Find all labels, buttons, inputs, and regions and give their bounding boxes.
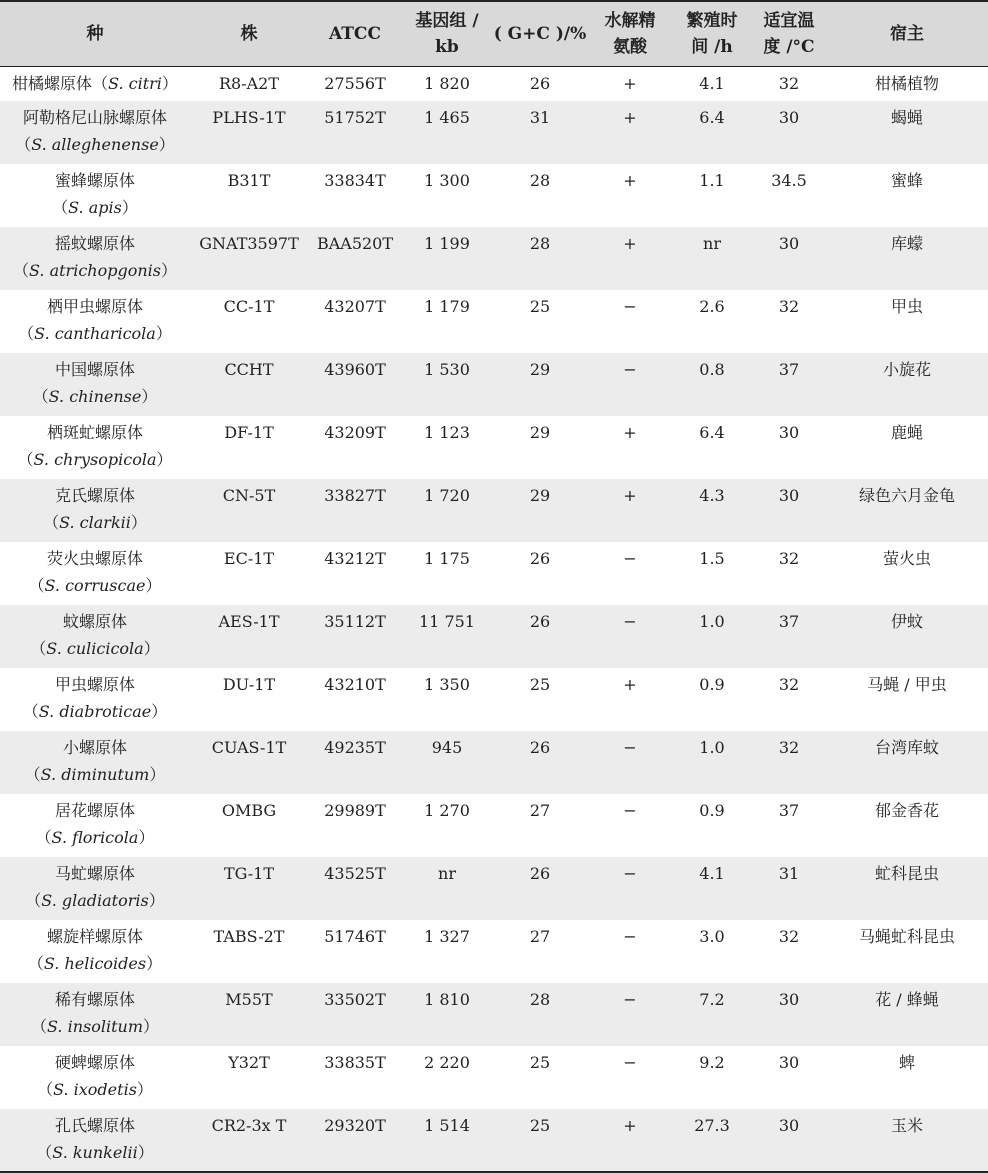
species-latin-name: S. culicicola [46, 639, 144, 658]
species-latin-name: S. ixodetis [53, 1080, 137, 1099]
strain-cell: CUAS-1T [211, 738, 287, 757]
arginine-hydrolysis-cell: − [623, 864, 637, 883]
generation-time-cell: 0.9 [699, 675, 725, 694]
genome-cell: 1 179 [424, 297, 470, 316]
paren-close: ） [156, 450, 173, 469]
temperature-cell: 30 [778, 423, 800, 442]
arginine-hydrolysis-cell: + [623, 675, 637, 694]
strain-cell: Y32T [228, 1053, 270, 1072]
strain-cell: AES-1T [218, 612, 280, 631]
temperature-cell: 30 [778, 108, 800, 127]
atcc-cell: 33502T [324, 990, 386, 1009]
temperature-cell: 32 [778, 738, 800, 757]
genome-cell: 1 350 [424, 675, 470, 694]
table-row [0, 857, 988, 920]
host-cell: 甲虫 [890, 297, 923, 316]
table-row [0, 668, 988, 731]
species-chinese-name: 孔氏螺原体 [54, 1116, 135, 1135]
species-cell [0, 605, 190, 668]
arginine-hydrolysis-cell: + [623, 171, 637, 190]
arginine-hydrolysis-cell: − [623, 927, 637, 946]
gc-content-cell: 28 [529, 234, 551, 253]
strain-cell: TABS-2T [213, 927, 285, 946]
generation-time-cell: 7.2 [699, 990, 725, 1009]
arginine-hydrolysis-cell: − [623, 1053, 637, 1072]
strain-cell: GNAT3597T [199, 234, 299, 253]
species-chinese-name: 中国螺原体 [54, 360, 135, 379]
arginine-hydrolysis-cell: + [623, 234, 637, 253]
species-latin-name: S. floricola [51, 828, 139, 847]
paren-open: （ [24, 765, 41, 784]
atcc-cell: 33827T [324, 486, 386, 505]
species-latin-name: S. apis [68, 198, 122, 217]
species-latin-name: S. helicoides [43, 954, 147, 973]
atcc-cell: 43207T [324, 297, 386, 316]
temperature-cell: 34.5 [771, 171, 807, 190]
generation-time-cell: 1.1 [699, 171, 725, 190]
header-row [0, 1, 988, 66]
genome-cell: 1 327 [424, 927, 470, 946]
species-cell [0, 542, 190, 605]
generation-time-cell: 1.0 [699, 738, 725, 757]
species-chinese-name: 螺旋样螺原体 [46, 927, 143, 946]
table-row [0, 479, 988, 542]
table-body [0, 66, 988, 1172]
header-temperature: 适宜温 度 /°C [752, 1, 826, 66]
temperature-cell: 32 [778, 675, 800, 694]
table-row [0, 794, 988, 857]
generation-time-cell: 4.1 [699, 73, 725, 93]
table-row [0, 542, 988, 605]
species-latin-name: S. diminutum [40, 765, 150, 784]
species-latin-name: S. cantharicola [34, 324, 156, 343]
paren-close: ） [136, 1080, 153, 1099]
arginine-hydrolysis-cell: + [623, 486, 637, 505]
host-cell: 小旋花 [882, 360, 931, 379]
generation-time-cell: 3.0 [699, 927, 725, 946]
species-cell [0, 983, 190, 1046]
temperature-cell: 32 [778, 549, 800, 568]
paren-open: （ [25, 891, 42, 910]
host-cell: 马蝇 / 甲虫 [867, 675, 947, 694]
temperature-cell: 30 [778, 486, 800, 505]
arginine-hydrolysis-cell: − [623, 360, 637, 379]
paren-close: ） [137, 1143, 154, 1162]
genome-cell: 2 220 [424, 1053, 470, 1072]
paren-open: （ [13, 261, 30, 280]
generation-time-cell: 6.4 [699, 423, 725, 442]
arginine-hydrolysis-cell: − [623, 801, 637, 820]
atcc-cell: 35112T [324, 612, 386, 631]
paren-close: ） [142, 1017, 159, 1036]
species-cell [0, 290, 190, 353]
genome-cell: 1 199 [424, 234, 470, 253]
paren-open: （ [92, 73, 109, 93]
host-cell: 库蠓 [890, 234, 923, 253]
species-chinese-name: 甲虫螺原体 [54, 675, 135, 694]
arginine-hydrolysis-cell: − [623, 612, 637, 631]
gc-content-cell: 29 [529, 423, 551, 442]
species-chinese-name: 栖斑虻螺原体 [46, 423, 143, 442]
temperature-cell: 30 [778, 234, 800, 253]
strain-cell: PLHS-1T [212, 108, 286, 127]
table-row [0, 164, 988, 227]
atcc-cell: 51752T [324, 108, 386, 127]
paren-close: ） [130, 513, 147, 532]
generation-time-cell: 4.1 [699, 864, 725, 883]
species-latin-name: S. atrichopgonis [29, 261, 161, 280]
genome-cell: 1 514 [402, 1109, 492, 1172]
species-latin-name: S. corruscae [44, 576, 146, 595]
atcc-cell: 33834T [324, 171, 386, 190]
paren-open: （ [43, 513, 60, 532]
atcc-cell: 43960T [324, 360, 386, 379]
temperature-cell: 31 [778, 864, 800, 883]
generation-time-cell: nr [703, 234, 721, 253]
paren-open: （ [31, 1017, 48, 1036]
host-cell: 鹿蝇 [890, 423, 923, 442]
genome-cell: 1 123 [424, 423, 470, 442]
table-row [0, 1109, 988, 1172]
genome-cell: 1 300 [424, 171, 470, 190]
gc-content-cell: 28 [529, 171, 551, 190]
temperature-cell: 32 [778, 927, 800, 946]
paren-close: ） [149, 765, 166, 784]
atcc-cell: 29989T [324, 801, 386, 820]
species-cell [0, 920, 190, 983]
gc-content-cell: 31 [529, 108, 551, 127]
generation-time-cell: 0.8 [699, 360, 725, 379]
arginine-hydrolysis-cell: + [623, 108, 637, 127]
paren-close: ） [141, 387, 158, 406]
paren-open: （ [18, 324, 35, 343]
gc-content-cell: 25 [492, 1109, 588, 1172]
table-header [0, 1, 988, 66]
table-row [0, 416, 988, 479]
species-latin-name: S. alleghenense [31, 135, 159, 154]
species-latin-name: S. gladiatoris [41, 891, 149, 910]
atcc-cell: 49235T [324, 738, 386, 757]
header-arginine: 水解精 氨酸 [588, 1, 672, 66]
paren-close: ） [145, 576, 162, 595]
species-cell [0, 66, 190, 101]
genome-cell: nr [438, 864, 456, 883]
atcc-cell: 27556T [324, 73, 386, 93]
paren-close: ） [138, 828, 155, 847]
generation-time-cell: 4.3 [699, 486, 725, 505]
species-cell [0, 479, 190, 542]
paren-open: （ [30, 639, 47, 658]
host-cell: 柑橘植物 [874, 73, 939, 93]
paren-open: （ [52, 198, 69, 217]
strain-cell: TG-1T [223, 864, 274, 883]
paren-close: ） [146, 954, 163, 973]
species-cell [0, 1046, 190, 1109]
species-cell [0, 857, 190, 920]
generation-time-cell: 27.3 [672, 1109, 752, 1172]
species-latin-name: S. clarkii [59, 513, 131, 532]
generation-time-cell: 2.6 [699, 297, 725, 316]
genome-cell: 1 175 [424, 549, 470, 568]
species-chinese-name: 马虻螺原体 [54, 864, 135, 883]
gc-content-cell: 26 [529, 612, 551, 631]
species-cell [0, 731, 190, 794]
header-atcc: ATCC [308, 1, 402, 66]
temperature-cell: 32 [778, 73, 800, 93]
host-cell: 台湾库蚊 [874, 738, 939, 757]
paren-open: （ [15, 135, 32, 154]
species-chinese-name: 柑橘螺原体 [12, 73, 93, 93]
strain-cell: R8-A2T [218, 73, 280, 93]
arginine-hydrolysis-cell: − [623, 990, 637, 1009]
species-chinese-name: 摇蚊螺原体 [54, 234, 135, 253]
strain-cell: CN-5T [222, 486, 276, 505]
table-row [0, 605, 988, 668]
species-cell [0, 164, 190, 227]
species-chinese-name: 阿勒格尼山脉螺原体 [22, 108, 167, 127]
strain-cell: CCHT [224, 360, 274, 379]
host-cell: 蜜蜂 [890, 171, 923, 190]
species-chinese-name: 克氏螺原体 [54, 486, 135, 505]
host-cell: 伊蚊 [890, 612, 923, 631]
host-cell: 绿色六月金龟 [858, 486, 955, 505]
atcc-cell: 43525T [324, 864, 386, 883]
table-row [0, 1046, 988, 1109]
paren-open: （ [36, 1143, 53, 1162]
generation-time-cell: 1.5 [699, 549, 725, 568]
gc-content-cell: 26 [529, 864, 551, 883]
header-species: 种 [0, 1, 190, 66]
paren-open: （ [17, 450, 34, 469]
genome-cell: 11 751 [419, 612, 475, 631]
generation-time-cell: 0.9 [699, 801, 725, 820]
strain-cell: B31T [227, 171, 271, 190]
gc-content-cell: 28 [529, 990, 551, 1009]
temperature-cell: 30 [778, 1053, 800, 1072]
strain-cell: EC-1T [223, 549, 275, 568]
gc-content-cell: 27 [529, 927, 551, 946]
species-latin-name: S. kunkelii [52, 1143, 138, 1162]
gc-content-cell: 25 [529, 1053, 551, 1072]
paren-close: ） [160, 261, 177, 280]
species-chinese-name: 硬蜱螺原体 [54, 1053, 135, 1072]
temperature-cell: 30 [752, 1109, 826, 1172]
temperature-cell: 37 [778, 801, 800, 820]
strain-cell: CC-1T [223, 297, 275, 316]
paren-close: ） [151, 702, 168, 721]
genome-cell: 1 270 [424, 801, 470, 820]
strain-cell: DU-1T [222, 675, 276, 694]
table-row [0, 731, 988, 794]
strain-cell: OMBG [221, 801, 277, 820]
species-cell [0, 668, 190, 731]
arginine-hydrolysis-cell: − [623, 549, 637, 568]
gc-content-cell: 25 [529, 297, 551, 316]
header-generation-time: 繁殖时 间 /h [672, 1, 752, 66]
atcc-cell: 29320T [308, 1109, 402, 1172]
genome-cell: 1 530 [424, 360, 470, 379]
arginine-hydrolysis-cell: − [623, 297, 637, 316]
strain-cell: M55T [225, 990, 273, 1009]
arginine-hydrolysis-cell: + [623, 423, 637, 442]
gc-content-cell: 27 [529, 801, 551, 820]
gc-content-cell: 26 [529, 549, 551, 568]
temperature-cell: 37 [778, 612, 800, 631]
table-row [0, 920, 988, 983]
table-row [0, 983, 988, 1046]
species-chinese-name: 蜜蜂螺原体 [54, 171, 135, 190]
host-cell: 马蝇虻科昆虫 [858, 927, 955, 946]
table-row [0, 227, 988, 290]
header-strain: 株 [190, 1, 308, 66]
species-latin-name: S. citri [108, 73, 162, 93]
host-cell: 虻科昆虫 [874, 864, 939, 883]
temperature-cell: 32 [778, 297, 800, 316]
species-latin-name: S. insolitum [47, 1017, 143, 1036]
strain-cell: DF-1T [224, 423, 274, 442]
genome-cell: 1 465 [424, 108, 470, 127]
species-cell [0, 416, 190, 479]
species-chinese-name: 荧火虫螺原体 [46, 549, 143, 568]
species-cell [0, 794, 190, 857]
atcc-cell: 43210T [324, 675, 386, 694]
host-cell: 郁金香花 [874, 801, 939, 820]
strain-cell: CR2-3x T [190, 1109, 308, 1172]
species-chinese-name: 小螺原体 [62, 738, 127, 757]
atcc-cell: BAA520T [316, 234, 394, 253]
temperature-cell: 30 [778, 990, 800, 1009]
paren-close: ） [121, 198, 138, 217]
arginine-hydrolysis-cell: − [623, 738, 637, 757]
paren-close: ） [148, 891, 165, 910]
genome-cell: 1 720 [424, 486, 470, 505]
paren-open: （ [28, 576, 45, 595]
species-cell [0, 1109, 190, 1172]
host-cell: 蜱 [898, 1053, 915, 1072]
host-cell: 花 / 蜂蝇 [875, 990, 939, 1009]
species-chinese-name: 蚊螺原体 [62, 612, 127, 631]
paren-open: （ [22, 702, 39, 721]
arginine-hydrolysis-cell: + [623, 73, 637, 93]
paren-open: （ [27, 954, 44, 973]
header-gc: ( G+C )/% [492, 1, 588, 66]
table-row [0, 101, 988, 164]
species-cell [0, 101, 190, 164]
paren-close: ） [161, 73, 178, 93]
generation-time-cell: 6.4 [699, 108, 725, 127]
header-host: 宿主 [826, 1, 988, 66]
host-cell: 蝎蝇 [890, 108, 923, 127]
genome-cell: 1 820 [424, 73, 470, 93]
atcc-cell: 51746T [324, 927, 386, 946]
genome-cell: 945 [431, 738, 463, 757]
table-row [0, 290, 988, 353]
atcc-cell: 33835T [324, 1053, 386, 1072]
host-cell: 玉米 [826, 1109, 988, 1172]
species-cell [0, 227, 190, 290]
species-chinese-name: 稀有螺原体 [54, 990, 135, 1009]
species-latin-name: S. diabroticae [38, 702, 152, 721]
generation-time-cell: 1.0 [699, 612, 725, 631]
paren-close: ） [143, 639, 160, 658]
paren-open: （ [32, 387, 49, 406]
paren-close: ） [158, 135, 175, 154]
species-latin-name: S. chrysopicola [33, 450, 157, 469]
paren-open: （ [37, 1080, 54, 1099]
species-latin-name: S. chinense [48, 387, 142, 406]
gc-content-cell: 26 [529, 73, 551, 93]
header-genome: 基因组 / kb [402, 1, 492, 66]
table-row [0, 353, 988, 416]
atcc-cell: 43209T [324, 423, 386, 442]
temperature-cell: 37 [778, 360, 800, 379]
gc-content-cell: 29 [529, 486, 551, 505]
gc-content-cell: 29 [529, 360, 551, 379]
genome-cell: 1 810 [424, 990, 470, 1009]
host-cell: 萤火虫 [882, 549, 931, 568]
atcc-cell: 43212T [324, 549, 386, 568]
species-chinese-name: 栖甲虫螺原体 [46, 297, 143, 316]
species-cell [0, 353, 190, 416]
paren-open: （ [35, 828, 52, 847]
gc-content-cell: 26 [529, 738, 551, 757]
arginine-hydrolysis-cell: + [588, 1109, 672, 1172]
table-row [0, 66, 988, 101]
species-chinese-name: 居花螺原体 [54, 801, 135, 820]
gc-content-cell: 25 [529, 675, 551, 694]
paren-close: ） [155, 324, 172, 343]
generation-time-cell: 9.2 [699, 1053, 725, 1072]
